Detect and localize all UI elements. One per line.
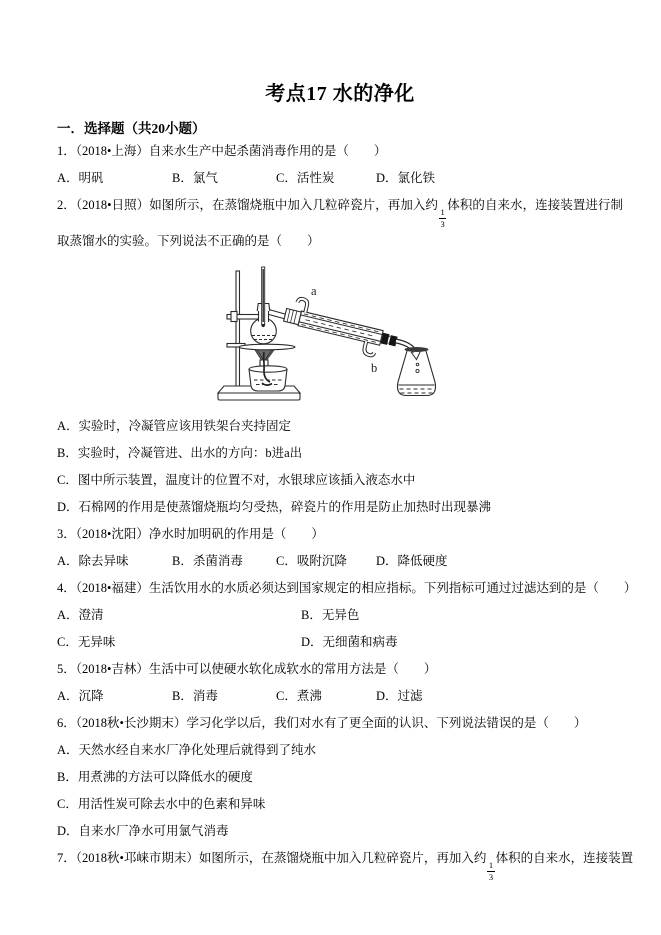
question-4-stem: 4．（2018•福建）生活饮用水的水质必须达到国家规定的相应指标。下列指标可通过过滤达到的是（ ） [57, 581, 637, 595]
option-c: C．活性炭 [276, 171, 335, 185]
fraction-denominator: 3 [440, 218, 445, 229]
section-header: 一．选择题（共20小题） [57, 121, 206, 136]
option-d: D．降低硬度 [376, 554, 448, 568]
stem-text-before: 7．（2018秋•邛崃市期末）如图所示，在蒸馏烧瓶中加入几粒碎瓷片，再加入约 [57, 851, 487, 865]
question-5-stem: 5．（2018•吉林）生活中可以使硬水软化成软水的常用方法是（ ） [57, 662, 437, 676]
question-2-option-a: A．实验时，冷凝管应该用铁架台夹持固定 [57, 419, 292, 433]
question-4-options-row-2 [57, 629, 623, 656]
question-2-option-c: C．图中所示装置，温度计的位置不对，水银球应该插入液态水中 [57, 473, 416, 487]
question-6-option-c: C．用活性炭可除去水中的色素和异味 [57, 797, 266, 811]
stem-text-before: 2．（2018•日照）如图所示，在蒸馏烧瓶中加入几粒碎瓷片，再加入约 [57, 198, 438, 212]
distillation-flask [251, 267, 292, 344]
question-6-stem: 6．（2018秋•长沙期末）学习化学以后，我们对水有了更全面的认识、下列说法错误的是（ ） [57, 716, 587, 730]
option-c: C．吸附沉降 [276, 554, 347, 568]
distillation-apparatus-diagram [202, 259, 502, 409]
fraction-one-third [439, 208, 446, 228]
option-c: C．无异味 [57, 635, 116, 649]
question-3-stem: 3．（2018•沈阳）净水时加明矾的作用是（ ） [57, 527, 324, 541]
erlenmeyer-flask [396, 341, 435, 396]
question-6-option-a: A．天然水经自来水厂净化处理后就得到了纯水 [57, 743, 317, 757]
option-c: C．煮沸 [276, 689, 322, 703]
option-a: A．除去异味 [57, 554, 129, 568]
option-b: B．氯气 [172, 171, 218, 185]
option-d: D．过滤 [376, 689, 423, 703]
question-2-option-b: B．实验时，冷凝管进、出水的方向：b进a出 [57, 446, 303, 460]
question-4-options-row-1 [57, 602, 623, 629]
question-7-stem [57, 845, 634, 882]
fraction-numerator: 1 [488, 860, 494, 870]
option-a: A．明矾 [57, 171, 104, 185]
label-a: a [311, 284, 317, 298]
label-b: b [371, 361, 378, 375]
option-b: B．无异色 [301, 608, 360, 622]
fraction-one-third [487, 861, 494, 881]
condenser [281, 296, 401, 361]
question-6-option-b: B．用煮沸的方法可以降低水的硬度 [57, 770, 253, 784]
joint [284, 309, 302, 325]
question-5-options [57, 683, 623, 710]
stem-text-after: 体积的自来水，连接装置进行制取蒸馏水的实验。下列说法不正确的是（ ） [57, 198, 623, 248]
question-6-option-d: D．自来水厂净水可用氯气消毒 [57, 824, 229, 838]
option-b: B．消毒 [172, 689, 218, 703]
option-b: B．杀菌消毒 [172, 554, 243, 568]
option-d: D．氯化铁 [376, 171, 436, 185]
option-d: D．无细菌和病毒 [301, 635, 398, 649]
wire-gauze [239, 344, 295, 350]
stem-text-after: 体积的自来水，连接装置 [495, 851, 634, 865]
page-title: 考点17 水的净化 [265, 83, 415, 105]
option-a: A．澄清 [57, 608, 104, 622]
fraction-numerator: 1 [440, 207, 445, 217]
question-2-option-d: D．石棉网的作用是使蒸馏烧瓶均匀受热，碎瓷片的作用是防止加热时出现暴沸 [57, 500, 492, 514]
question-2-stem [57, 192, 623, 255]
question-1-stem: 1．（2018•上海）自来水生产中起杀菌消毒作用的是（ ） [57, 144, 387, 158]
question-3-options [57, 548, 623, 575]
fraction-denominator: 3 [488, 871, 494, 882]
option-a: A．沉降 [57, 689, 104, 703]
flask-mouth-rim [405, 347, 429, 352]
alcohol-lamp [249, 350, 287, 391]
question-1-options [57, 165, 623, 192]
